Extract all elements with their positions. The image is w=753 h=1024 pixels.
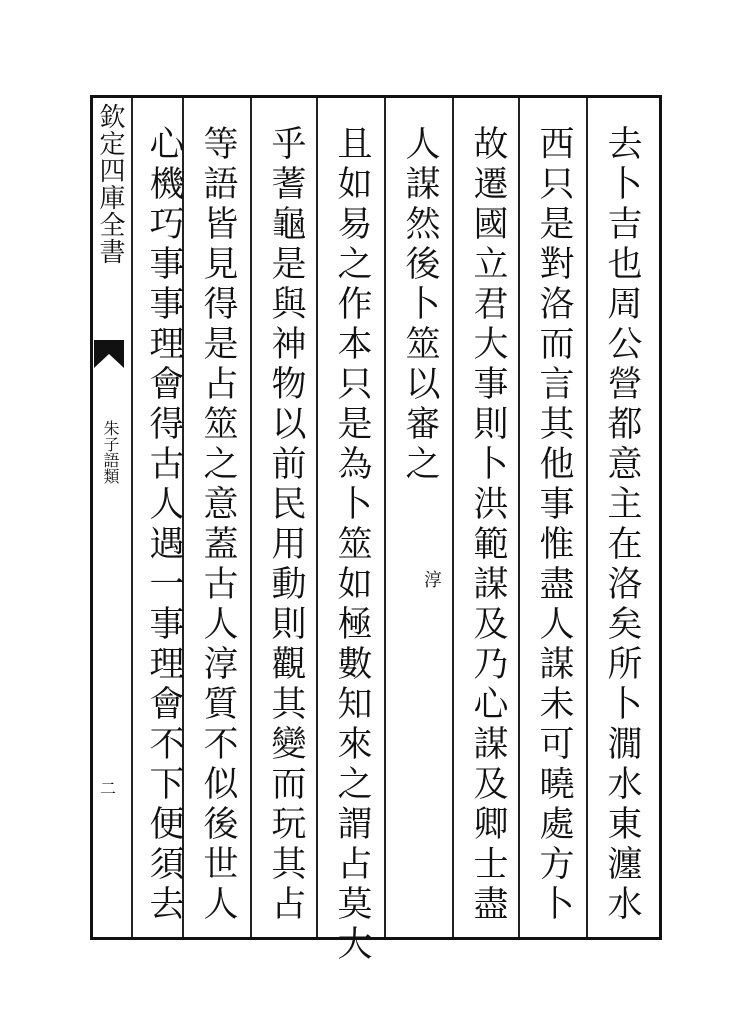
text-column-4: 人謀然後卜筮以審之: [400, 125, 440, 485]
text-column-2: 西只是對洛而言其他事惟盡人謀未可曉處方卜: [534, 125, 574, 925]
text-column-5: 且如易之作本只是為卜筮如極數知來之謂占莫大: [332, 125, 372, 965]
column-rule: [518, 98, 520, 937]
text-column-1: 去卜吉也周公營都意主在洛矣所卜㵎水東瀍水: [602, 125, 642, 925]
margin-collection-title: 欽定四庫全書: [95, 103, 125, 265]
text-column-6: 乎蓍龜是與神物以前民用動則觀其變而玩其占: [266, 125, 306, 925]
column-rule: [384, 98, 386, 937]
margin-book-title: 朱子語類: [101, 420, 120, 484]
text-column-8: 心機巧事事理會得古人遇一事理會不下便須去: [144, 125, 184, 925]
margin-page-number: 二: [100, 779, 117, 798]
fish-tail-mark-icon: [94, 340, 124, 368]
annotation-note: 淳: [421, 570, 442, 588]
text-column-7: 等語皆見得是占筮之意蓋古人淳質不似後世人: [198, 125, 238, 925]
column-rule: [586, 98, 588, 937]
margin-divider: [131, 98, 133, 937]
column-rule: [316, 98, 318, 937]
column-rule: [250, 98, 252, 937]
column-rule: [452, 98, 454, 937]
text-column-3: 故遷國立君大事則卜洪範謀及乃心謀及卿士盡: [468, 125, 508, 925]
